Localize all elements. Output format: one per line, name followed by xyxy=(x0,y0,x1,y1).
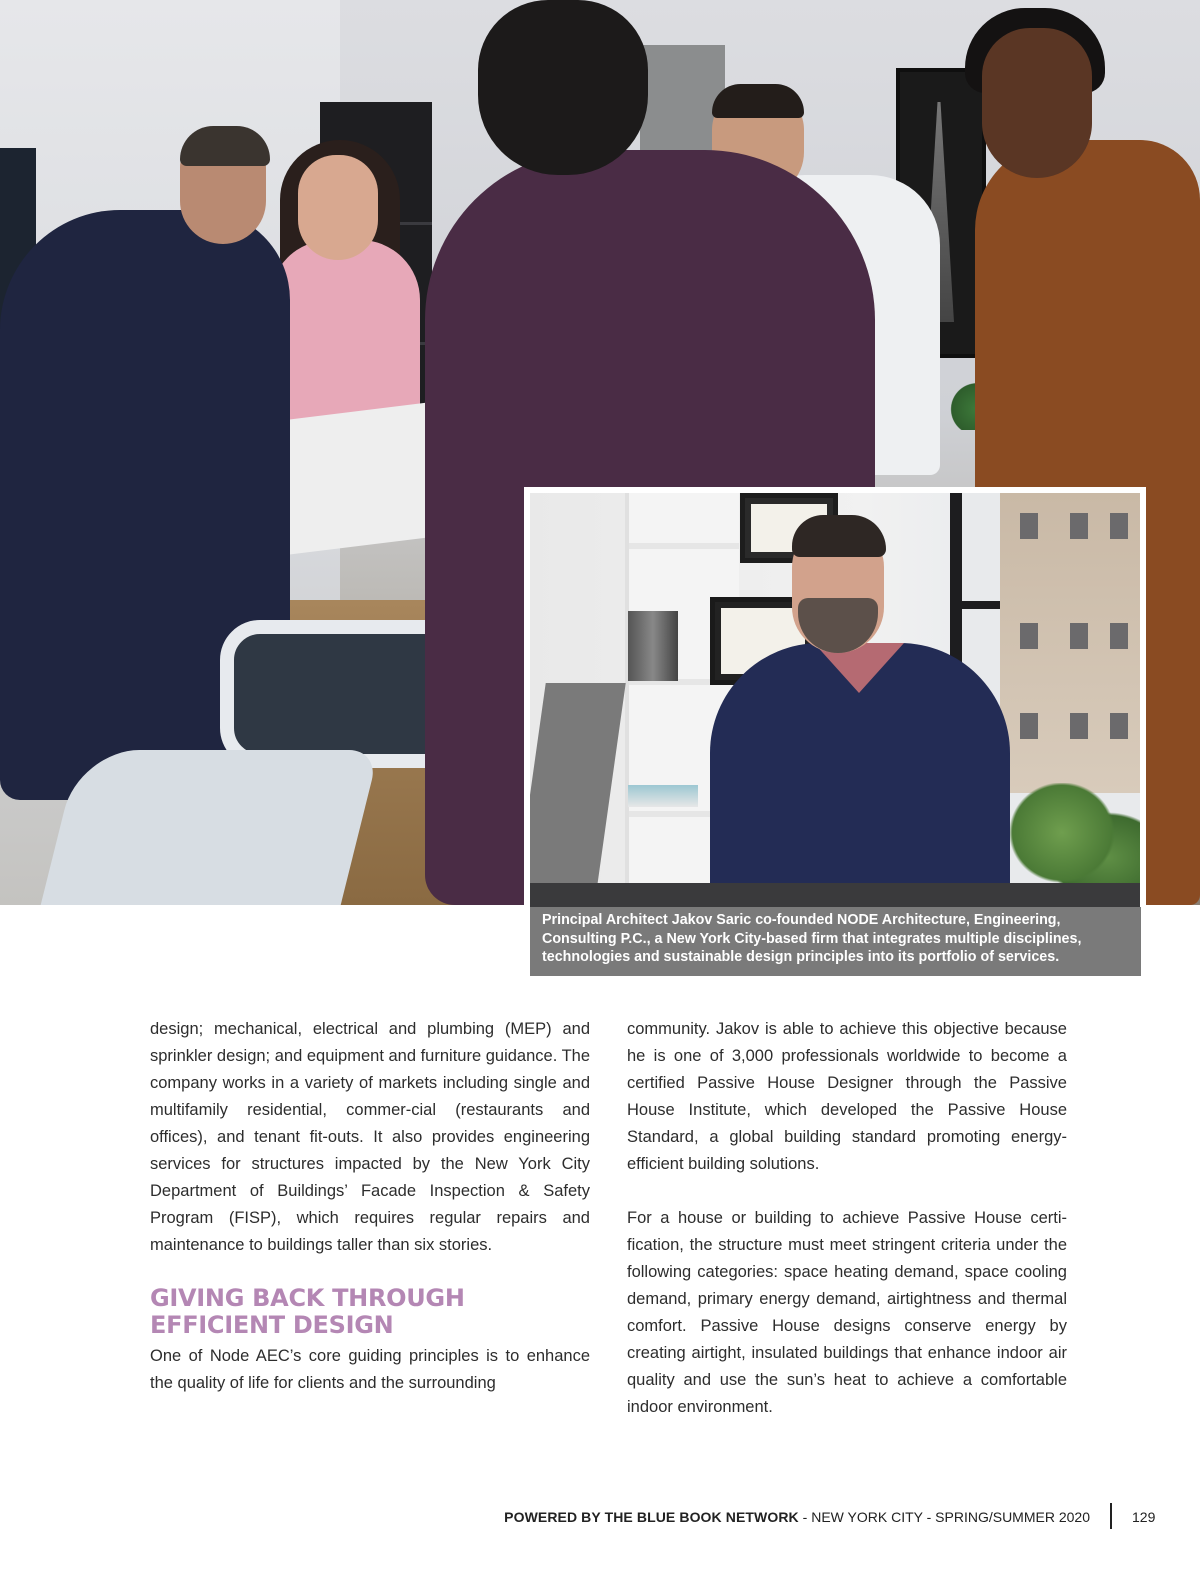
books-stack xyxy=(628,785,698,807)
person-architect-hair xyxy=(180,126,270,166)
footer-brand: POWERED BY THE BLUE BOOK NETWORK xyxy=(504,1509,799,1525)
footer-divider xyxy=(1110,1503,1112,1529)
right-column xyxy=(627,1016,1067,1421)
building-outside xyxy=(1000,493,1140,793)
caption-line: technologies and sustainable design principles into its portfolio of services. xyxy=(542,949,1060,965)
left-column xyxy=(150,1016,590,1397)
body-paragraph: One of Node AEC’s core guiding principles is to enhance the quality of life for clients and the surrounding xyxy=(150,1347,590,1392)
body-paragraph: design; mechanical, electrical and plumbing (MEP) and sprinkler design; and equipment and furniture guidance. The company works in a variety of markets including single and multifamily residential, commer-cial (restaurants and offices), and tenant fit-outs. It also provides engineering services for structures impacted by the New York City Department of Buildings’ Facade Inspection & Safety Program (FISP), which requires regular repairs and maintenance to buildings taller than six stories. xyxy=(150,1020,590,1254)
footer-edition: - NEW YORK CITY - SPRING/SUMMER 2020 xyxy=(798,1509,1090,1525)
person-woman-face xyxy=(298,155,378,260)
computer-monitor xyxy=(530,683,626,907)
portrait-photo xyxy=(530,493,1140,907)
person-checked-shirt-hair xyxy=(712,84,804,118)
photo-caption xyxy=(530,907,1141,976)
books xyxy=(628,611,678,681)
body-paragraph: community. Jakov is able to achieve this objective because he is one of 3,000 professionals worldwide to become a certified Passive House Designer through the Passive House Institute, which developed the Passive House Standard, a global building standard promoting energy-efficient building solutions. xyxy=(627,1020,1067,1173)
portrait-hair xyxy=(792,515,886,557)
section-heading xyxy=(150,1285,590,1339)
page-number: 129 xyxy=(1132,1509,1156,1525)
body-paragraph: For a house or building to achieve Passive House certi-fication, the structure must meet stringent criteria under the following categories: space heating demand, space cooling demand, primary energy demand, airtightness and thermal comfort. Passive House designs conserve energy by creating airtight, insulated buildings that enhance indoor air quality and use the sun’s heat to achieve a comfortable indoor environment. xyxy=(627,1209,1067,1416)
caption-line: Consulting P.C., a New York City-based firm that integrates multiple disciplines, xyxy=(542,930,1082,947)
page-footer xyxy=(504,1505,1090,1529)
person-brown-jacket-face xyxy=(982,28,1092,178)
heading-line: EFFICIENT DESIGN xyxy=(150,1311,394,1339)
caption-line: Principal Architect Jakov Saric co-founded NODE Architecture, Engineering, xyxy=(542,912,1061,928)
inset-portrait-frame xyxy=(524,487,1146,907)
desk xyxy=(530,883,1140,907)
person-purple-sweater-head xyxy=(478,0,648,175)
office-chair-front xyxy=(41,750,380,905)
heading-line: GIVING BACK THROUGH xyxy=(150,1284,465,1312)
